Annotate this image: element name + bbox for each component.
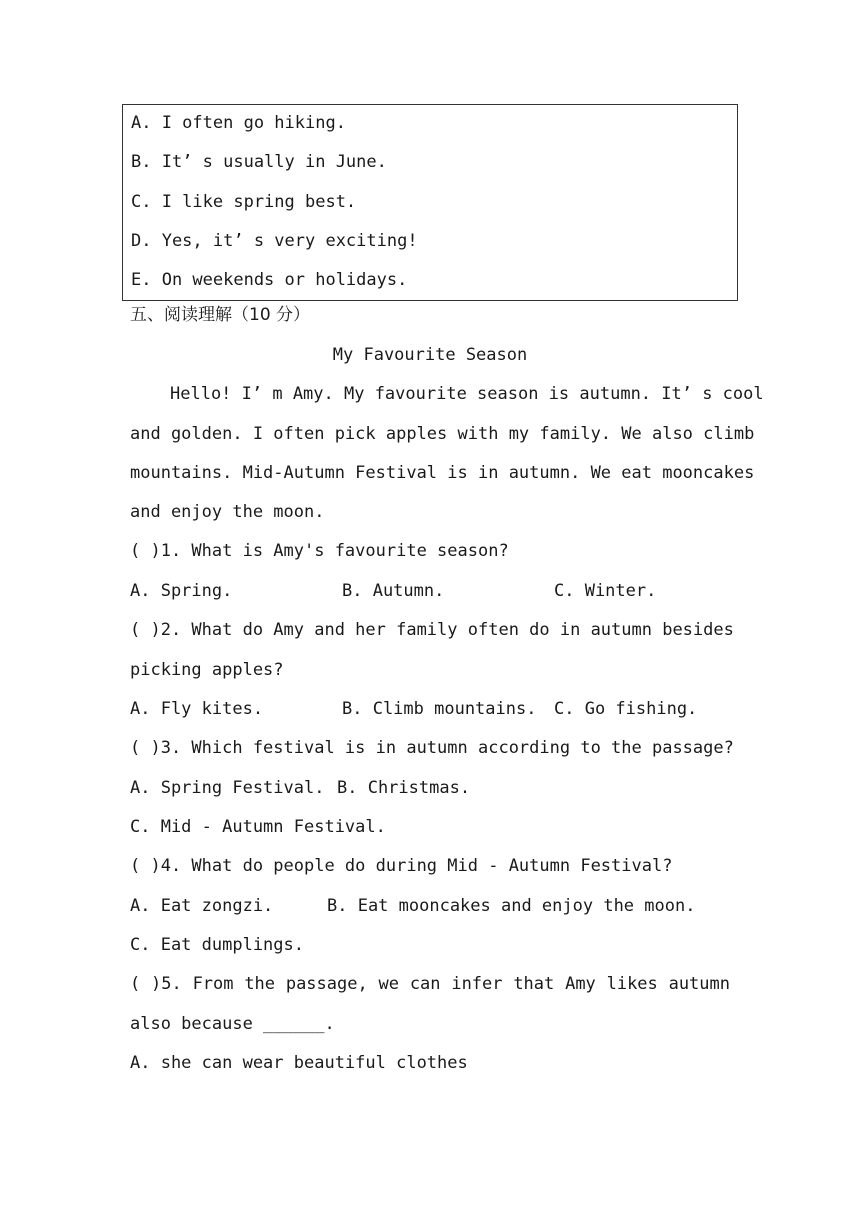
question-1-option-c: C. Winter. [554,581,657,601]
question-2-stem-line-2: picking apples? [130,660,284,680]
question-3-option-c: C. Mid - Autumn Festival. [130,817,386,837]
question-4-option-b: B. Eat mooncakes and enjoy the moon. [327,896,696,916]
question-1-option-b: B. Autumn. [342,581,445,601]
question-5-stem-line-1: ( )5. From the passage, we can infer that Amy likes autumn [130,974,730,994]
question-2-option-a: A. Fly kites. [130,699,264,719]
question-3-stem: ( )3. Which festival is in autumn according to the passage? [130,738,734,758]
question-1-stem: ( )1. What is Amy's favourite season? [130,541,509,561]
passage-title: My Favourite Season [332,345,528,365]
question-2-stem-line-1: ( )2. What do Amy and her family often do in autumn besides [130,620,734,640]
option-d: D. Yes, it’ s very exciting! [131,231,418,251]
question-2-option-c: C. Go fishing. [554,699,698,719]
passage-line-1: Hello! I’ m Amy. My favourite season is autumn. It’ s cool [170,384,764,404]
option-a: A. I often go hiking. [131,113,346,133]
section-heading: 五、阅读理解（10 分） [130,305,311,325]
option-b: B. It’ s usually in June. [131,152,387,172]
question-1-option-a: A. Spring. [130,581,233,601]
question-4-stem: ( )4. What do people do during Mid - Autumn Festival? [130,856,673,876]
option-c: C. I like spring best. [131,192,357,212]
passage-line-2: and golden. I often pick apples with my family. We also climb [130,424,755,444]
passage-line-4: and enjoy the moon. [130,502,325,522]
question-4-option-c: C. Eat dumplings. [130,935,304,955]
answer-options-box [122,104,738,301]
passage-line-3: mountains. Mid-Autumn Festival is in autumn. We eat mooncakes [130,463,755,483]
question-3-option-b: B. Christmas. [337,778,471,798]
question-5-option-a: A. she can wear beautiful clothes [130,1053,468,1073]
question-3-option-a: A. Spring Festival. [130,778,325,798]
question-2-option-b: B. Climb mountains. [342,699,537,719]
question-5-stem-line-2: also because ______. [130,1014,335,1034]
option-e: E. On weekends or holidays. [131,270,408,290]
question-4-option-a: A. Eat zongzi. [130,896,274,916]
